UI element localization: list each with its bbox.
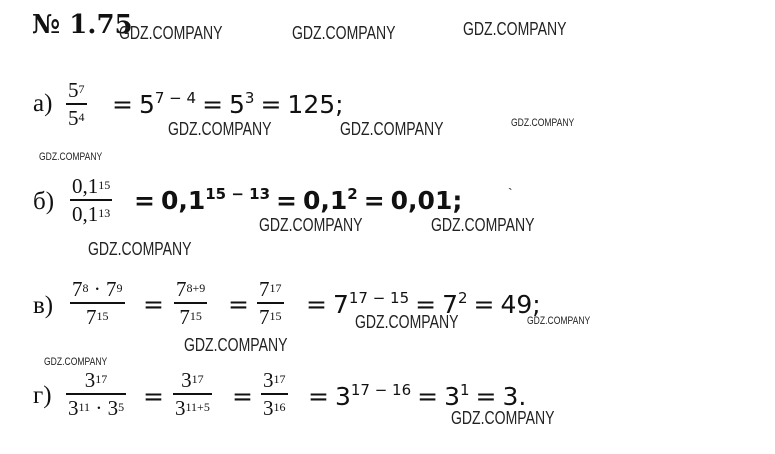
numerator: $3^{17}$ [181, 368, 204, 392]
fraction-c2 [174, 276, 207, 330]
watermark: GDZ.COMPANY [168, 119, 272, 139]
watermark: GDZ.COMPANY [119, 23, 223, 43]
watermark: GDZ.COMPANY [184, 335, 288, 355]
watermark: GDZ.COMPANY [39, 151, 103, 163]
watermark: GDZ.COMPANY [292, 23, 396, 43]
denominator: $3^{16}$ [263, 395, 286, 420]
denominator: $3^{11} \cdot 3^5$ [68, 395, 125, 420]
equals-sign: = [228, 290, 249, 319]
fraction-d1 [66, 367, 126, 421]
equation-chain-d: = $3^{17 - 16} = 3^1 = 3$. [308, 381, 527, 411]
result-b: 0,01; [390, 186, 463, 215]
fraction-a [66, 77, 87, 131]
numerator: $7^{17}$ [259, 277, 282, 301]
denominator: $7^{15}$ [259, 304, 282, 329]
result-d: 3. [502, 382, 527, 411]
numerator: $7^8 \cdot 7^9$ [72, 277, 123, 301]
problem-number: № 1.75 [32, 10, 133, 40]
fraction-b [70, 173, 112, 227]
watermark: GDZ.COMPANY [451, 408, 555, 428]
equation-chain-a: = $5^{7 - 4} = 5^3 = 125$; [112, 89, 344, 119]
equation-chain-c: = $7^{17 - 15} = 7^2 = 49$; [306, 289, 541, 319]
denominator: $5^4$ [68, 105, 85, 130]
watermark: GDZ.COMPANY [340, 119, 444, 139]
watermark: GDZ.COMPANY [44, 356, 108, 368]
fraction-d2 [173, 367, 212, 421]
watermark: GDZ.COMPANY [431, 215, 535, 235]
denominator: $3^{11+5}$ [175, 395, 210, 420]
watermark: GDZ.COMPANY [511, 117, 575, 129]
stray-mark: ` [508, 185, 513, 201]
watermark: GDZ.COMPANY [88, 239, 192, 259]
item-label-c: в) [33, 292, 54, 319]
equals-sign: = [232, 382, 253, 411]
fraction-c3 [257, 276, 284, 330]
equals-sign: = [143, 382, 164, 411]
watermark: GDZ.COMPANY [259, 215, 363, 235]
numerator: $0,1^{15}$ [72, 174, 111, 198]
item-label-a: а) [33, 90, 53, 117]
watermark: GDZ.COMPANY [463, 19, 567, 39]
denominator: $0,1^{13}$ [72, 201, 111, 226]
fraction-c1 [70, 276, 125, 330]
equals-sign: = [143, 290, 164, 319]
watermark: GDZ.COMPANY [527, 315, 591, 327]
denominator: $7^{15}$ [179, 304, 202, 329]
item-label-b: б) [33, 188, 55, 215]
equation-chain-b: = $0,1^{15 - 13} = 0,1^2 = 0,01$; [134, 185, 463, 215]
fraction-d3 [261, 367, 288, 421]
watermark: GDZ.COMPANY [355, 312, 459, 332]
item-label-d: г) [33, 382, 52, 409]
numerator: $5^7$ [68, 78, 85, 102]
result-c: 49; [500, 290, 541, 319]
numerator: $7^{8+9}$ [176, 277, 206, 301]
denominator: $7^{15}$ [86, 304, 109, 329]
numerator: $3^{17}$ [84, 368, 108, 392]
result-a: 125; [287, 90, 344, 119]
numerator: $3^{17}$ [263, 368, 286, 392]
